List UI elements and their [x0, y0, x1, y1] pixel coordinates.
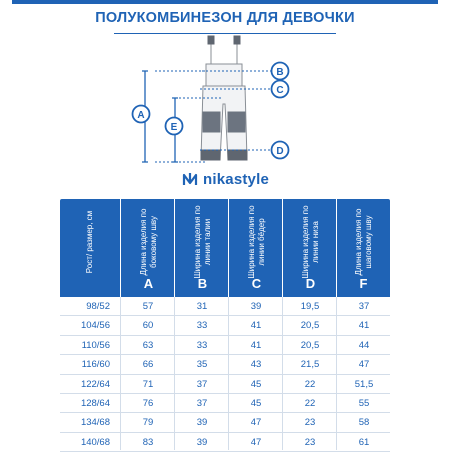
header-col-c — [228, 199, 284, 297]
cell-f: 51,5 — [354, 378, 374, 390]
cell-a: 63 — [142, 339, 154, 351]
cell-c: 41 — [250, 320, 262, 332]
marker-c: C — [276, 85, 284, 96]
cell-b: 33 — [196, 320, 208, 332]
cell-size: 98/52 — [86, 301, 110, 312]
table-row — [60, 375, 390, 394]
cell-b: 37 — [196, 397, 208, 409]
cell-b: 31 — [196, 301, 208, 312]
cell-size: 104/56 — [80, 320, 110, 332]
cell-d: 23 — [304, 436, 316, 448]
cell-a: 66 — [142, 359, 154, 371]
header-size-label: Рост/ размер, см — [85, 210, 94, 274]
header-col-b — [174, 199, 230, 297]
cell-f: 44 — [358, 339, 370, 351]
cell-f: 37 — [358, 301, 370, 312]
cell-f: 61 — [358, 436, 370, 448]
brand-mark-icon — [182, 171, 198, 187]
cell-b: 39 — [196, 436, 208, 448]
header-col-f-label: Длина изделия по шаговому шву — [353, 208, 373, 276]
cell-b: 37 — [196, 378, 208, 390]
cell-c: 45 — [250, 378, 262, 390]
cell-d: 23 — [304, 417, 316, 429]
cell-c: 43 — [250, 359, 262, 371]
header-col-f — [336, 199, 390, 297]
cell-a: 57 — [142, 301, 154, 312]
garment-diagram — [0, 0, 450, 180]
cell-size: 116/60 — [81, 359, 110, 371]
cell-b: 35 — [196, 359, 208, 371]
cell-a: 71 — [142, 378, 154, 390]
cell-f: 58 — [358, 417, 370, 429]
marker-e: E — [170, 122, 178, 133]
marker-d: D — [276, 146, 284, 157]
header-col-f-letter: F — [359, 276, 368, 291]
table-row — [60, 433, 390, 452]
marker-a: A — [137, 110, 145, 121]
table-row — [60, 336, 390, 355]
size-table-body — [60, 297, 390, 452]
cell-a: 79 — [142, 417, 154, 429]
cell-size: 128/64 — [80, 397, 110, 409]
marker-b: B — [276, 67, 284, 78]
cell-c: 47 — [250, 417, 262, 429]
cell-size: 140/68 — [80, 436, 110, 448]
cell-c: 45 — [250, 397, 262, 409]
cell-f: 41 — [358, 320, 370, 332]
cell-c: 47 — [250, 436, 262, 448]
header-col-c-label: Ширина изделия по линии бёдер — [246, 205, 266, 279]
cell-size: 110/56 — [81, 339, 110, 351]
brand-logo — [182, 168, 269, 190]
table-row — [60, 297, 390, 316]
cell-f: 55 — [358, 397, 370, 409]
cell-a: 60 — [142, 320, 154, 332]
cell-c: 39 — [250, 301, 262, 312]
header-col-c-letter: C — [251, 276, 262, 291]
cell-b: 39 — [196, 417, 208, 429]
cell-d: 20,5 — [300, 320, 320, 332]
cell-a: 83 — [142, 436, 154, 448]
cell-d: 22 — [304, 378, 316, 390]
table-row — [60, 355, 390, 374]
header-col-b-label: Ширина изделия по линии талии — [192, 205, 212, 279]
cell-d: 20,5 — [300, 339, 320, 351]
cell-d: 19,5 — [300, 301, 320, 312]
cell-a: 76 — [142, 397, 154, 409]
table-row — [60, 316, 390, 335]
header-col-a-letter: A — [143, 276, 154, 291]
cell-size: 122/64 — [80, 378, 110, 390]
cell-d: 21,5 — [300, 359, 320, 371]
header-col-d-label: Ширина изделия по линии низа — [300, 205, 320, 279]
cell-size: 134/68 — [80, 417, 110, 429]
page-title: ПОЛУКОМБИНЕЗОН ДЛЯ ДЕВОЧКИ — [95, 10, 355, 26]
table-row — [60, 394, 390, 413]
cell-b: 33 — [196, 339, 208, 351]
header-col-b-letter: B — [197, 276, 208, 291]
brand-name: nikastyle — [203, 170, 270, 188]
header-size — [60, 199, 120, 297]
header-col-d-letter: D — [305, 276, 316, 291]
cell-d: 22 — [304, 397, 316, 409]
header-col-a — [120, 199, 176, 297]
header-col-a-label: Длина изделия по боковому шву — [138, 208, 158, 276]
table-row — [60, 413, 390, 432]
cell-f: 47 — [358, 359, 370, 371]
header-col-d — [282, 199, 338, 297]
cell-c: 41 — [250, 339, 262, 351]
table-header — [60, 199, 390, 297]
